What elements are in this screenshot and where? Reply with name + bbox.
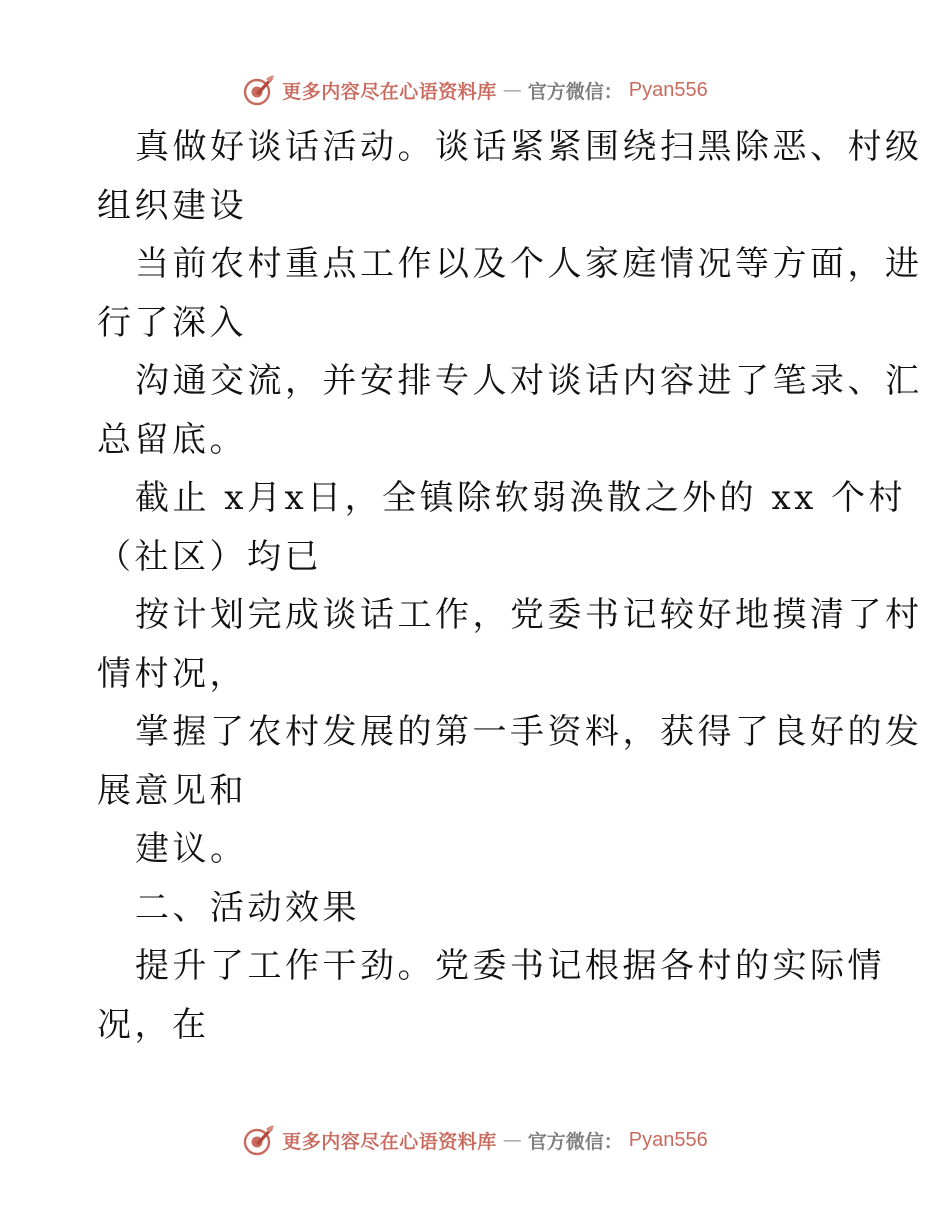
paragraph-line: 情村况， (97, 653, 247, 694)
paragraph-line: 沟通交流，并安排专人对谈话内容进了笔录、汇 (135, 361, 923, 401)
footer-wechat-id: Pyan556 (628, 1128, 708, 1151)
paragraph-line: 真做好谈话活动。谈话紧紧围绕扫黑除恶、村级 (135, 127, 923, 167)
quill-logo-icon (242, 73, 276, 107)
paragraph-line: 总留底。 (97, 419, 247, 460)
header-wechat-id: Pyan556 (628, 78, 708, 101)
header-wechat-label: 官方微信： (527, 80, 623, 103)
paragraph-line: 展意见和 (97, 770, 247, 811)
paragraph-line: 当前农村重点工作以及个人家庭情况等方面，进 (135, 244, 923, 284)
footer-wechat-label: 官方微信： (527, 1130, 623, 1153)
footer-separator: — (502, 1129, 522, 1151)
paragraph-line: 行了深入 (97, 302, 247, 343)
paragraph-line: （社区）均已 (97, 536, 322, 577)
quill-logo-icon (242, 1123, 276, 1157)
paragraph-line: 组织建设 (97, 185, 247, 226)
header-separator: — (502, 79, 522, 101)
paragraph-line: 截止 x月x日，全镇除软弱涣散之外的 xx 个村 (135, 478, 907, 518)
paragraph-line: 提升了工作干劲。党委书记根据各村的实际情 (135, 946, 885, 986)
footer-banner (0, 1120, 950, 1160)
paragraph-line: 按计划完成谈话工作，党委书记较好地摸清了村 (135, 595, 923, 635)
paragraph-line: 掌握了农村发展的第一手资料，获得了良好的发 (135, 712, 923, 752)
footer-brand-text: 更多内容尽在心语资料库 (282, 1130, 497, 1153)
header-brand-text: 更多内容尽在心语资料库 (282, 80, 497, 103)
paragraph-line: 况，在 (97, 1004, 210, 1045)
header-banner (0, 70, 950, 110)
document-body (97, 118, 923, 1054)
paragraph-line: 建议。 (135, 829, 248, 869)
section-heading: 二、活动效果 (135, 887, 360, 928)
